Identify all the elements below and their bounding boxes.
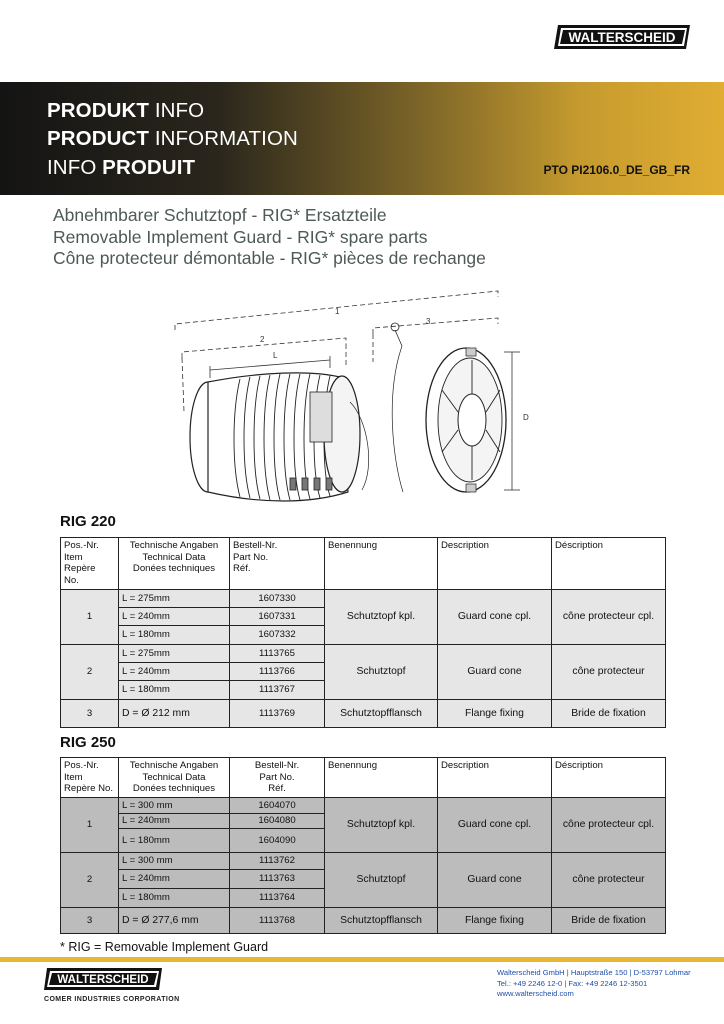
- technical-drawing: [170, 282, 550, 507]
- tech-cell: L = 300 mm: [119, 798, 230, 814]
- pos-cell: 2: [61, 853, 119, 908]
- document-code: PTO PI2106.0_DE_GB_FR: [543, 163, 690, 177]
- benennung-cell: Schutztopf: [325, 645, 438, 700]
- footnote: * RIG = Removable Implement Guard: [60, 940, 269, 954]
- benennung-cell: Schutztopfflansch: [325, 700, 438, 728]
- table-row: [61, 590, 666, 608]
- tech-cell: L = 180mm: [119, 626, 230, 645]
- benennung-cell: Schutztopf kpl.: [325, 798, 438, 853]
- header-part-no: Bestell-Nr. Part No. Réf.: [230, 538, 325, 590]
- rig250-title: RIG 250: [60, 734, 116, 751]
- description-cell: Flange fixing: [438, 700, 552, 728]
- description-fr-cell: cône protecteur: [552, 853, 666, 908]
- header-benennung: Benennung: [325, 538, 438, 590]
- description-cell: Guard cone: [438, 645, 552, 700]
- benennung-cell: Schutztopf kpl.: [325, 590, 438, 645]
- banner-line-en: PRODUCT INFORMATION: [47, 127, 298, 150]
- part-no-cell: 1113768: [230, 908, 325, 934]
- tech-cell: L = 180mm: [119, 889, 230, 908]
- part-no-cell: 1113763: [230, 870, 325, 889]
- pos-cell: 1: [61, 798, 119, 853]
- tech-cell: L = 240mm: [119, 663, 230, 681]
- title-de: Abnehmbarer Schutztopf - RIG* Ersatzteile: [53, 205, 387, 225]
- walterscheid-logo: [554, 24, 690, 50]
- table-row: [61, 908, 666, 934]
- pos-cell: 3: [61, 700, 119, 728]
- pos-cell: 2: [61, 645, 119, 700]
- description-fr-cell: cône protecteur cpl.: [552, 798, 666, 853]
- table-row: [61, 700, 666, 728]
- description-fr-cell: Bride de fixation: [552, 700, 666, 728]
- tech-cell: L = 300 mm: [119, 853, 230, 870]
- part-no-cell: 1607331: [230, 608, 325, 626]
- dim-label-L: L: [273, 351, 278, 360]
- dim-label-D: D: [523, 413, 529, 422]
- header-description-fr: Déscription: [552, 538, 666, 590]
- header-description: Description: [438, 538, 552, 590]
- tech-cell: L = 275mm: [119, 645, 230, 663]
- part-no-cell: 1604090: [230, 829, 325, 853]
- rig250-table: [60, 757, 666, 934]
- logo-text: WALTERSCHEID: [568, 30, 676, 45]
- header-tech: Technische Angaben Technical Data Donées techniques: [119, 538, 230, 590]
- tech-cell: D = Ø 212 mm: [119, 700, 230, 728]
- tech-cell: L = 240mm: [119, 870, 230, 889]
- tech-cell: L = 240mm: [119, 814, 230, 829]
- table-header-row: [61, 538, 666, 590]
- pos-cell: 3: [61, 908, 119, 934]
- header-description: Description: [438, 758, 552, 798]
- rig220-table: [60, 537, 666, 728]
- part-no-cell: 1604080: [230, 814, 325, 829]
- footer-divider: [0, 957, 724, 962]
- header-description-fr: Déscription: [552, 758, 666, 798]
- banner-line-fr: INFO PRODUIT: [47, 156, 196, 179]
- contact-website-link[interactable]: www.walterscheid.com: [497, 989, 574, 998]
- guard-cone-drawing: [190, 373, 369, 501]
- tech-cell: L = 275mm: [119, 590, 230, 608]
- tech-cell: L = 180mm: [119, 829, 230, 853]
- header-benennung: Benennung: [325, 758, 438, 798]
- header-part-no: Bestell-Nr. Part No. Réf.: [230, 758, 325, 798]
- part-no-cell: 1113766: [230, 663, 325, 681]
- contact-phone: Tel.: +49 2246 12-0 | Fax: +49 2246 12-3501: [497, 979, 648, 988]
- dim-label-1: 1: [335, 307, 340, 316]
- title-fr: Cône protecteur démontable - RIG* pièces de rechange: [53, 248, 486, 268]
- part-no-cell: 1607332: [230, 626, 325, 645]
- part-no-cell: 1113762: [230, 853, 325, 870]
- walterscheid-footer-logo: [44, 968, 162, 990]
- dim-label-3: 3: [426, 317, 431, 326]
- description-cell: Guard cone cpl.: [438, 590, 552, 645]
- description-cell: Guard cone cpl.: [438, 798, 552, 853]
- tech-cell: D = Ø 277,6 mm: [119, 908, 230, 934]
- header-pos: Pos.-Nr. Item Repère No.: [61, 538, 119, 590]
- part-no-cell: 1113769: [230, 700, 325, 728]
- part-no-cell: 1607330: [230, 590, 325, 608]
- part-no-cell: 1113767: [230, 681, 325, 700]
- part-no-cell: 1113764: [230, 889, 325, 908]
- table-row: [61, 798, 666, 814]
- description-cell: Guard cone: [438, 853, 552, 908]
- header-tech: Technische Angaben Technical Data Donées techniques: [119, 758, 230, 798]
- part-no-cell: 1604070: [230, 798, 325, 814]
- table-row: [61, 645, 666, 663]
- part-no-cell: 1113765: [230, 645, 325, 663]
- description-fr-cell: Bride de fixation: [552, 908, 666, 934]
- corporation-subline: COMER INDUSTRIES CORPORATION: [44, 996, 180, 1003]
- table-header-row: [61, 758, 666, 798]
- description-fr-cell: cône protecteur cpl.: [552, 590, 666, 645]
- rig220-title: RIG 220: [60, 513, 116, 530]
- flange-drawing: [391, 323, 506, 492]
- footer-logo-text: WALTERSCHEID: [57, 974, 149, 986]
- table-row: [61, 853, 666, 870]
- description-fr-cell: cône protecteur: [552, 645, 666, 700]
- tech-cell: L = 180mm: [119, 681, 230, 700]
- tech-cell: L = 240mm: [119, 608, 230, 626]
- benennung-cell: Schutztopfflansch: [325, 908, 438, 934]
- contact-address: Walterscheid GmbH | Hauptstraße 150 | D-53797 Lohmar: [497, 968, 691, 977]
- dim-label-2: 2: [260, 335, 265, 344]
- pos-cell: 1: [61, 590, 119, 645]
- banner-line-de: PRODUKT INFO: [47, 99, 205, 122]
- header-pos: Pos.-Nr. Item Repère No.: [61, 758, 119, 798]
- description-cell: Flange fixing: [438, 908, 552, 934]
- benennung-cell: Schutztopf: [325, 853, 438, 908]
- title-en: Removable Implement Guard - RIG* spare parts: [53, 227, 428, 247]
